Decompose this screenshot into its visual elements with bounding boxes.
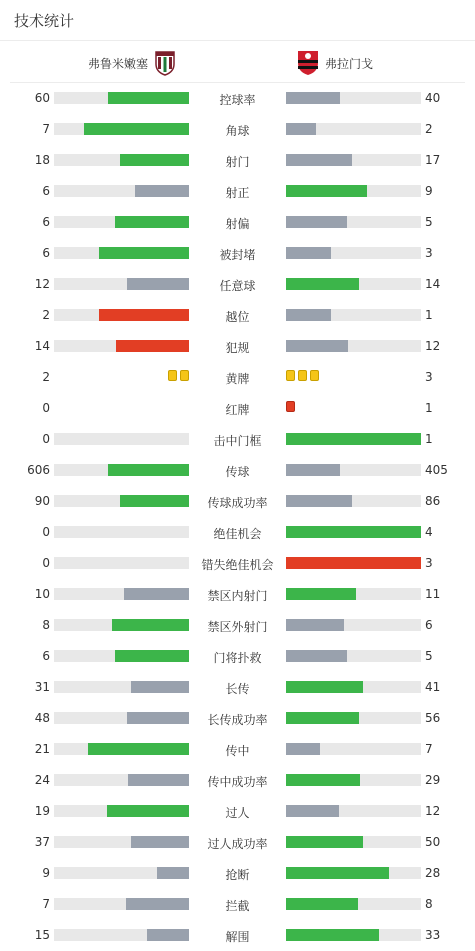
home-bar-track — [54, 681, 189, 693]
home-bar-track — [54, 712, 189, 724]
away-cards — [286, 370, 319, 381]
stat-label: 错失绝佳机会 — [201, 558, 274, 572]
away-value: 86 — [425, 494, 441, 508]
home-value: 15 — [34, 928, 50, 942]
home-bar-fill — [99, 247, 189, 259]
stat-label: 角球 — [225, 124, 250, 138]
away-value: 1 — [425, 401, 433, 415]
home-value: 6 — [42, 246, 50, 260]
stat-label: 解围 — [225, 930, 250, 944]
away-bar-track — [286, 154, 421, 166]
home-value: 48 — [34, 711, 50, 725]
away-value: 28 — [425, 866, 441, 880]
stat-row — [0, 331, 475, 362]
home-bar-track — [54, 743, 189, 755]
home-bar-track — [54, 929, 189, 941]
home-bar-fill — [107, 805, 189, 817]
away-value: 56 — [425, 711, 441, 725]
home-value: 18 — [34, 153, 50, 167]
away-bar-track — [286, 681, 421, 693]
home-bar-track — [54, 464, 189, 476]
away-bar-fill — [286, 309, 331, 321]
away-value: 11 — [425, 587, 441, 601]
yellow-card-icon — [180, 370, 189, 381]
away-value: 5 — [425, 649, 433, 663]
away-bar-track — [286, 588, 421, 600]
away-bar-fill — [286, 185, 367, 197]
away-bar-track — [286, 433, 421, 445]
stat-row — [0, 238, 475, 269]
stat-label: 禁区内射门 — [207, 589, 268, 603]
stat-row — [0, 579, 475, 610]
home-value: 60 — [34, 91, 50, 105]
away-value: 3 — [425, 246, 433, 260]
flamengo-crest-icon — [297, 50, 319, 76]
yellow-card-icon — [168, 370, 177, 381]
stat-row — [0, 548, 475, 579]
away-bar-fill — [286, 278, 359, 290]
away-bar-track — [286, 247, 421, 259]
away-bar-fill — [286, 92, 340, 104]
stat-label: 射门 — [225, 155, 250, 169]
away-value: 40 — [425, 91, 441, 105]
home-bar-fill — [127, 278, 189, 290]
stat-row — [0, 827, 475, 858]
away-bar-fill — [286, 557, 421, 569]
stat-label: 拦截 — [225, 899, 250, 913]
stat-row — [0, 362, 475, 393]
home-bar-fill — [115, 650, 189, 662]
away-value: 3 — [425, 370, 433, 384]
away-bar-track — [286, 92, 421, 104]
home-value: 2 — [42, 308, 50, 322]
home-value: 0 — [42, 556, 50, 570]
away-bar-fill — [286, 681, 363, 693]
away-value: 17 — [425, 153, 441, 167]
home-team-name: 弗鲁米嫩塞 — [87, 56, 148, 71]
home-value: 19 — [34, 804, 50, 818]
stat-label: 过人成功率 — [207, 837, 268, 851]
away-bar-fill — [286, 619, 344, 631]
home-bar-track — [54, 185, 189, 197]
home-value: 90 — [34, 494, 50, 508]
away-bar-fill — [286, 123, 316, 135]
stat-label: 击中门框 — [213, 434, 262, 448]
stat-row — [0, 393, 475, 424]
home-bar-fill — [115, 216, 189, 228]
home-bar-track — [54, 309, 189, 321]
away-bar-fill — [286, 495, 352, 507]
home-bar-track — [54, 805, 189, 817]
home-bar-track — [54, 495, 189, 507]
stat-label: 过人 — [225, 806, 250, 820]
home-bar-fill — [84, 123, 189, 135]
away-value: 33 — [425, 928, 441, 942]
home-bar-track — [54, 588, 189, 600]
home-bar-track — [54, 154, 189, 166]
home-value: 6 — [42, 184, 50, 198]
home-value: 0 — [42, 401, 50, 415]
stat-row — [0, 300, 475, 331]
red-card-icon — [286, 401, 295, 412]
away-bar-track — [286, 123, 421, 135]
away-bar-fill — [286, 743, 320, 755]
away-bar-track — [286, 185, 421, 197]
home-bar-fill — [120, 495, 189, 507]
stat-row — [0, 269, 475, 300]
home-bar-fill — [128, 774, 189, 786]
home-value: 0 — [42, 432, 50, 446]
home-value: 6 — [42, 649, 50, 663]
home-bar-track — [54, 867, 189, 879]
away-bar-track — [286, 836, 421, 848]
stat-label: 射偏 — [225, 217, 250, 231]
away-bar-fill — [286, 836, 363, 848]
away-bar-fill — [286, 774, 360, 786]
home-value: 37 — [34, 835, 50, 849]
stat-label: 控球率 — [219, 93, 256, 107]
away-bar-track — [286, 216, 421, 228]
home-bar-track — [54, 278, 189, 290]
stat-row — [0, 641, 475, 672]
stat-label: 门将扑救 — [213, 651, 262, 665]
home-bar-track — [54, 247, 189, 259]
away-bar-fill — [286, 216, 347, 228]
stat-row — [0, 455, 475, 486]
away-value: 5 — [425, 215, 433, 229]
home-value: 9 — [42, 866, 50, 880]
stat-label: 抢断 — [225, 868, 250, 882]
stats-header — [0, 0, 475, 41]
stat-row — [0, 920, 475, 951]
stat-label: 被封堵 — [219, 248, 256, 262]
home-value: 0 — [42, 525, 50, 539]
away-bar-fill — [286, 805, 339, 817]
home-bar-fill — [131, 836, 189, 848]
away-value: 8 — [425, 897, 433, 911]
home-bar-fill — [157, 867, 189, 879]
stat-row — [0, 114, 475, 145]
stat-label: 越位 — [225, 310, 250, 324]
away-bar-fill — [286, 526, 421, 538]
away-bar-track — [286, 309, 421, 321]
away-value: 1 — [425, 308, 433, 322]
away-bar-fill — [286, 929, 379, 941]
home-bar-fill — [112, 619, 189, 631]
away-bar-track — [286, 278, 421, 290]
stat-row — [0, 672, 475, 703]
away-bar-fill — [286, 433, 421, 445]
home-bar-track — [54, 836, 189, 848]
stat-row — [0, 734, 475, 765]
away-bar-track — [286, 526, 421, 538]
away-value: 12 — [425, 339, 441, 353]
fluminense-crest-icon — [154, 50, 176, 76]
home-bar-fill — [99, 309, 189, 321]
home-bar-fill — [131, 681, 189, 693]
away-bar-fill — [286, 588, 356, 600]
away-value: 6 — [425, 618, 433, 632]
away-bar-track — [286, 557, 421, 569]
away-bar-track — [286, 898, 421, 910]
home-value: 31 — [34, 680, 50, 694]
stat-row — [0, 610, 475, 641]
home-bar-track — [54, 557, 189, 569]
away-bar-track — [286, 619, 421, 631]
away-bar-track — [286, 774, 421, 786]
stat-label: 射正 — [225, 186, 250, 200]
stat-label: 传球成功率 — [207, 496, 268, 510]
away-value: 41 — [425, 680, 441, 694]
away-value: 3 — [425, 556, 433, 570]
away-bar-track — [286, 650, 421, 662]
home-bar-track — [54, 123, 189, 135]
home-bar-fill — [126, 898, 189, 910]
home-team[interactable] — [88, 50, 182, 76]
away-value: 7 — [425, 742, 433, 756]
stat-row — [0, 703, 475, 734]
away-value: 4 — [425, 525, 433, 539]
away-value: 50 — [425, 835, 441, 849]
away-bar-fill — [286, 247, 331, 259]
teams-bar — [10, 41, 465, 83]
home-bar-fill — [88, 743, 189, 755]
home-bar-fill — [127, 712, 189, 724]
away-bar-fill — [286, 464, 340, 476]
away-cards — [286, 401, 295, 412]
yellow-card-icon — [310, 370, 319, 381]
away-bar-fill — [286, 154, 352, 166]
home-bar-track — [54, 433, 189, 445]
stat-label: 传中成功率 — [207, 775, 268, 789]
stat-label: 犯规 — [225, 341, 250, 355]
home-bar-fill — [108, 92, 189, 104]
stat-label: 传球 — [225, 465, 250, 479]
stat-row — [0, 796, 475, 827]
stat-row — [0, 765, 475, 796]
stat-row — [0, 424, 475, 455]
away-bar-track — [286, 340, 421, 352]
home-value: 6 — [42, 215, 50, 229]
away-value: 2 — [425, 122, 433, 136]
home-value: 12 — [34, 277, 50, 291]
home-value: 24 — [34, 773, 50, 787]
yellow-card-icon — [286, 370, 295, 381]
home-value: 8 — [42, 618, 50, 632]
away-bar-fill — [286, 867, 389, 879]
away-value: 14 — [425, 277, 441, 291]
home-bar-track — [54, 340, 189, 352]
away-value: 9 — [425, 184, 433, 198]
stat-row — [0, 207, 475, 238]
away-value: 29 — [425, 773, 441, 787]
away-bar-track — [286, 712, 421, 724]
away-bar-track — [286, 805, 421, 817]
home-value: 21 — [34, 742, 50, 756]
stat-label: 禁区外射门 — [207, 620, 268, 634]
yellow-card-icon — [298, 370, 307, 381]
home-bar-track — [54, 619, 189, 631]
stat-label: 传中 — [225, 744, 250, 758]
stat-row — [0, 517, 475, 548]
stat-row — [0, 176, 475, 207]
home-value: 606 — [27, 463, 50, 477]
home-bar-track — [54, 898, 189, 910]
home-bar-track — [54, 650, 189, 662]
away-bar-track — [286, 929, 421, 941]
home-bar-fill — [147, 929, 189, 941]
away-bar-fill — [286, 340, 348, 352]
away-bar-fill — [286, 898, 358, 910]
away-bar-track — [286, 867, 421, 879]
stat-label: 黄牌 — [225, 372, 250, 386]
home-bar-track — [54, 774, 189, 786]
home-bar-fill — [124, 588, 189, 600]
away-bar-track — [286, 495, 421, 507]
stat-label: 长传 — [225, 682, 250, 696]
away-bar-track — [286, 743, 421, 755]
home-bar-fill — [120, 154, 189, 166]
stat-row — [0, 486, 475, 517]
home-value: 7 — [42, 122, 50, 136]
home-bar-fill — [116, 340, 189, 352]
stat-row — [0, 83, 475, 114]
stat-label: 红牌 — [225, 403, 250, 417]
stat-label: 绝佳机会 — [213, 527, 262, 541]
away-bar-fill — [286, 712, 359, 724]
stat-row — [0, 145, 475, 176]
away-bar-track — [286, 464, 421, 476]
away-team-name: 弗拉门戈 — [325, 56, 374, 71]
away-value: 405 — [425, 463, 448, 477]
home-bar-fill — [135, 185, 189, 197]
away-value: 12 — [425, 804, 441, 818]
stats-list — [0, 83, 475, 951]
away-bar-fill — [286, 650, 347, 662]
stat-label: 长传成功率 — [207, 713, 268, 727]
stat-label: 任意球 — [219, 279, 256, 293]
home-cards — [168, 370, 189, 381]
page-title: 技术统计 — [14, 12, 75, 30]
stat-row — [0, 889, 475, 920]
away-team[interactable] — [291, 50, 373, 76]
home-value: 2 — [42, 370, 50, 384]
stat-row — [0, 858, 475, 889]
home-bar-fill — [108, 464, 189, 476]
away-value: 1 — [425, 432, 433, 446]
home-value: 14 — [34, 339, 50, 353]
home-value: 7 — [42, 897, 50, 911]
home-bar-track — [54, 216, 189, 228]
home-value: 10 — [34, 587, 50, 601]
home-bar-track — [54, 526, 189, 538]
home-bar-track — [54, 92, 189, 104]
